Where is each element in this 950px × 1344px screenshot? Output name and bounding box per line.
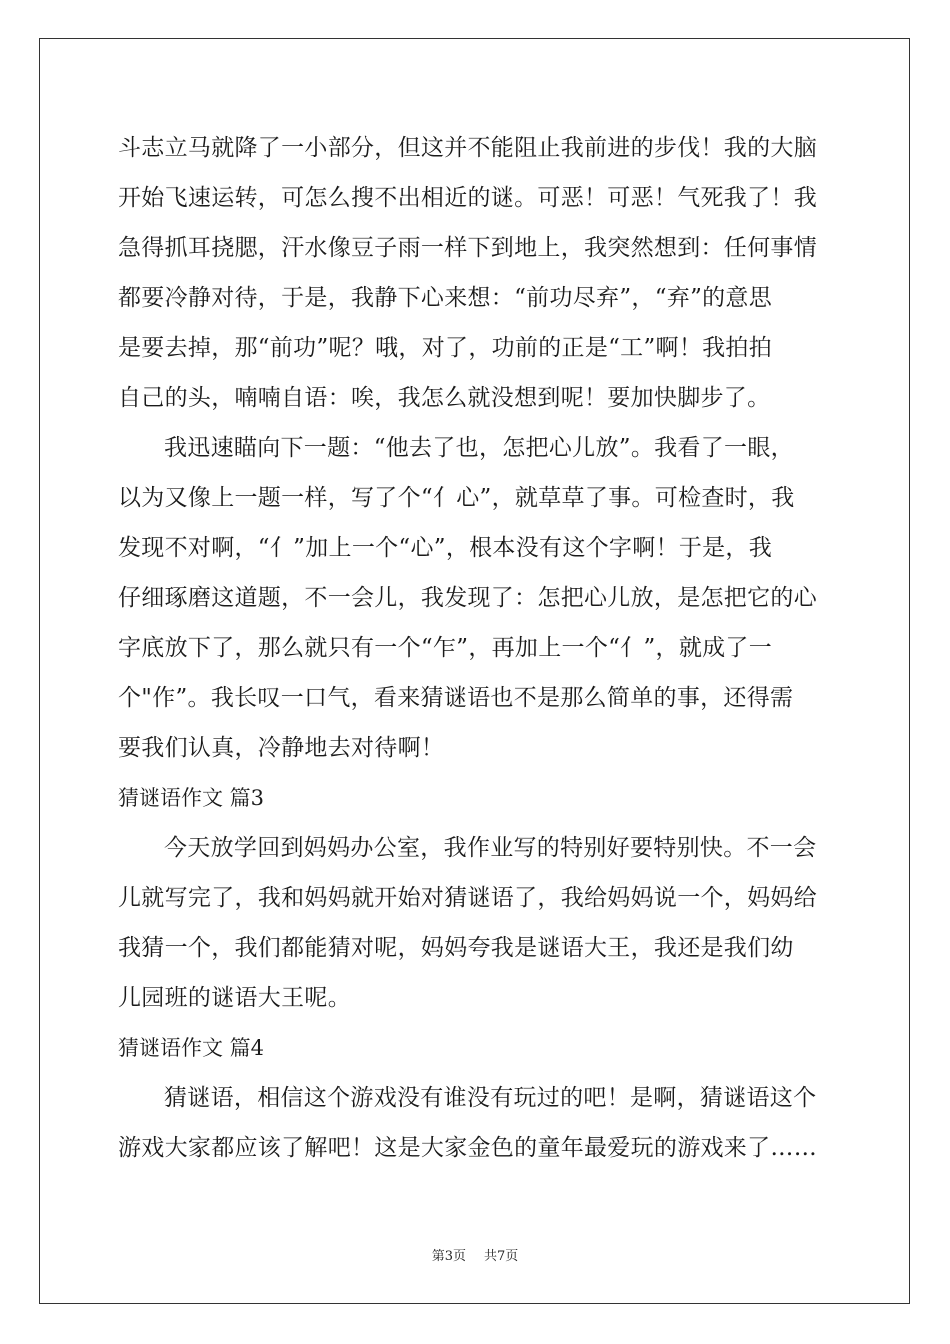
text-line: 以为又像上一题一样，写了个“亻心”，就草草了事。可检查时，我 — [118, 485, 795, 511]
text-line: 是要去掉，那“前功”呢？哦，对了，功前的正是“工”啊！我拍拍 — [118, 335, 773, 361]
text-line: 游戏大家都应该了解吧！这是大家金色的童年最爱玩的游戏来了…… — [118, 1135, 817, 1161]
page-total: 共7页 — [484, 1249, 519, 1264]
section-heading-3: 猜谜语作文 篇3 — [118, 786, 265, 810]
text-line: 要我们认真，冷静地去对待啊！ — [118, 735, 445, 761]
paragraph-start-line: 猜谜语，相信这个游戏没有谁没有玩过的吧！是啊，猜谜语这个 — [164, 1085, 817, 1111]
text-line: 我猜一个，我们都能猜对呢，妈妈夸我是谜语大王，我还是我们幼 — [118, 935, 794, 961]
page-footer — [0, 1245, 950, 1264]
paragraph-start-line: 我迅速瞄向下一题：“他去了也，怎把心儿放”。我看了一眼， — [164, 435, 794, 461]
text-line: 发现不对啊，“亻”加上一个“心”，根本没有这个字啊！于是，我 — [118, 535, 773, 561]
section-heading-4: 猜谜语作文 篇4 — [118, 1036, 265, 1060]
text-line: 个"作”。我长叹一口气，看来猜谜语也不是那么简单的事，还得需 — [118, 685, 794, 711]
text-line: 自己的头，喃喃自语：唉，我怎么就没想到呢！要加快脚步了。 — [118, 385, 771, 411]
text-line: 仔细琢磨这道题，不一会儿，我发现了：怎把心儿放，是怎把它的心 — [118, 585, 817, 611]
text-line: 都要冷静对待，于是，我静下心来想：“前功尽弃”，“弃”的意思 — [118, 285, 773, 311]
page-number: 第3页 — [431, 1249, 466, 1264]
text-line: 儿就写完了，我和妈妈就开始对猜谜语了，我给妈妈说一个，妈妈给 — [118, 885, 817, 911]
text-line: 儿园班的谜语大王呢。 — [118, 985, 351, 1011]
text-line: 急得抓耳挠腮，汗水像豆子雨一样下到地上，我突然想到：任何事情 — [118, 235, 817, 261]
text-line: 字底放下了，那么就只有一个“乍”，再加上一个“亻”，就成了一 — [118, 635, 773, 661]
text-line: 斗志立马就降了一小部分，但这并不能阻止我前进的步伐！我的大脑 — [118, 135, 817, 161]
document-body — [118, 123, 834, 1173]
paragraph-start-line: 今天放学回到妈妈办公室，我作业写的特别好要特别快。不一会 — [164, 835, 817, 861]
text-line: 开始飞速运转，可怎么搜不出相近的谜。可恶！可恶！气死我了！我 — [118, 185, 817, 211]
